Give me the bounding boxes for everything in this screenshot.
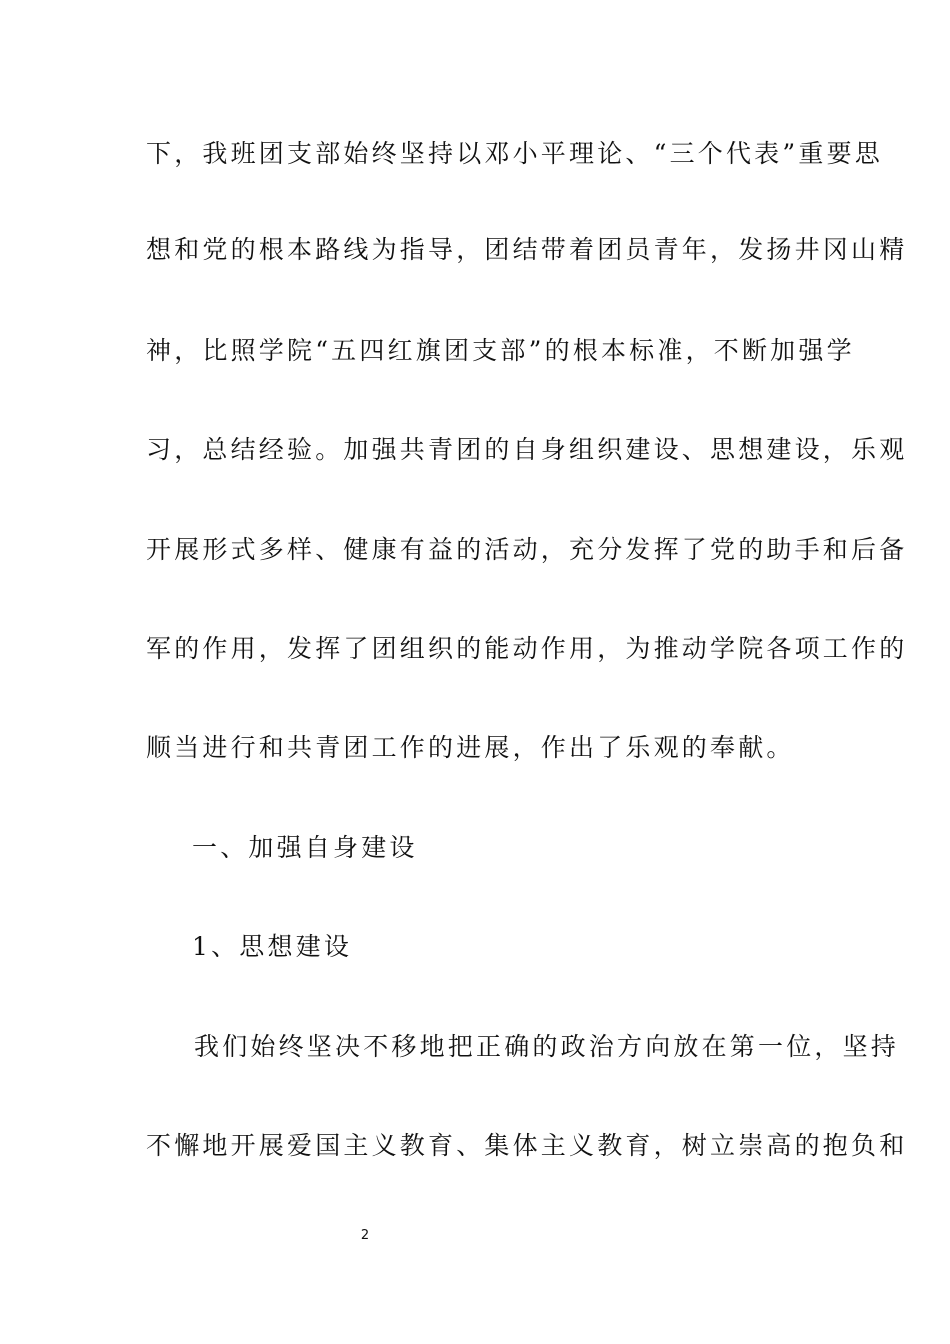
body-text-line: 习，总结经验。加强共青团的自身组织建设、思想建设，乐观: [146, 435, 908, 464]
body-text-line: 下，我班团支部始终坚持以邓小平理论、“三个代表”重要思: [146, 139, 883, 168]
body-text-line: 开展形式多样、健康有益的活动，充分发挥了党的助手和后备: [146, 535, 908, 564]
subsection-heading: 1、思想建设: [192, 932, 353, 961]
body-text-line: 军的作用，发挥了团组织的能动作用，为推动学院各项工作的: [146, 634, 908, 663]
paragraph-first-line: 我们始终坚决不移地把正确的政治方向放在第一位，坚持: [194, 1032, 900, 1061]
body-text-line: 想和党的根本路线为指导，团结带着团员青年，发扬井冈山精: [146, 235, 908, 264]
body-text-line: 神，比照学院“五四红旗团支部”的根本标准，不断加强学: [146, 336, 855, 365]
body-text-line: 顺当进行和共青团工作的进展，作出了乐观的奉献。: [146, 733, 795, 762]
section-heading: 一、加强自身建设: [192, 833, 418, 862]
page-number: 2: [360, 1228, 370, 1243]
body-text-line: 不懈地开展爱国主义教育、集体主义教育，树立崇高的抱负和: [146, 1131, 908, 1160]
